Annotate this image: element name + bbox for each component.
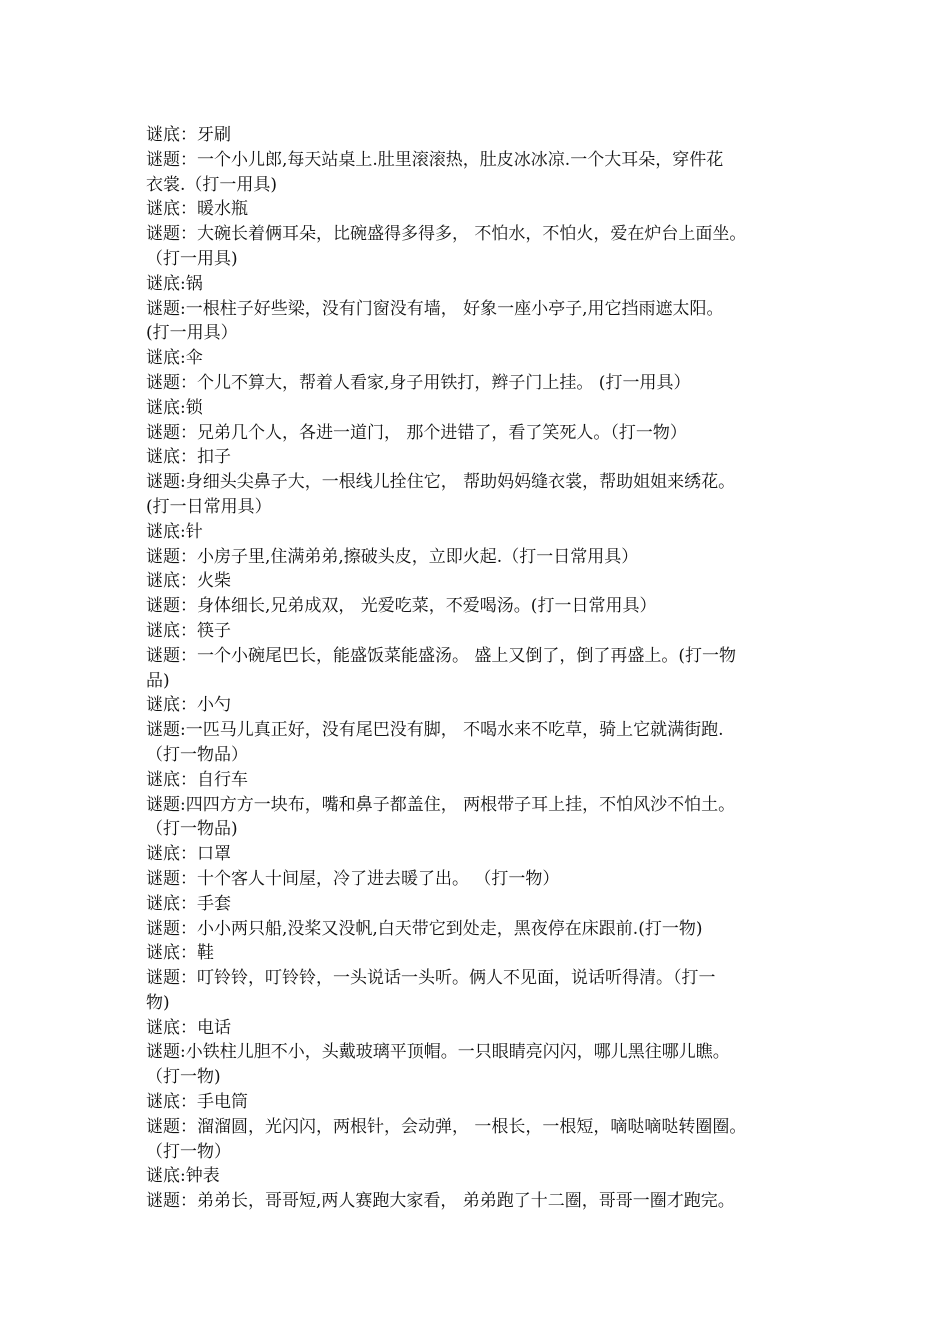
text-line: 谜题：大碗长着俩耳朵，比碗盛得多得多， 不怕水，不怕火，爱在炉台上面坐。 xyxy=(146,224,747,245)
text-line: 谜题:四四方方一块布，嘴和鼻子都盖住， 两根带子耳上挂，不怕风沙不怕土。 xyxy=(146,794,736,815)
text-line: 谜底：手电筒 xyxy=(146,1092,248,1113)
text-line: 衣裳.（打一用具) xyxy=(146,174,278,195)
text-line: 谜底：筷子 xyxy=(146,620,231,641)
text-line: 谜底:伞 xyxy=(146,348,203,369)
text-line: 谜底:钟表 xyxy=(146,1166,220,1187)
text-line: （打一物品) xyxy=(146,819,238,840)
text-line: 谜题：兄弟几个人，各进一道门， 那个进错了，看了笑死人。（打一物） xyxy=(146,422,687,443)
text-line: 谜题：一个小碗尾巴长，能盛饭菜能盛汤。 盛上又倒了，倒了再盛上。(打一物 xyxy=(146,645,737,666)
text-line: （打一物品） xyxy=(146,744,248,765)
text-line: 谜题：身体细长,兄弟成双， 光爱吃菜，不爱喝汤。(打一日常用具） xyxy=(146,596,657,617)
text-line: 谜题：小房子里,住满弟弟,擦破头皮，立即火起.（打一日常用具） xyxy=(146,546,639,567)
text-line: 谜题：叮铃铃，叮铃铃，一头说话一头听。俩人不见面，说话听得清。（打一 xyxy=(146,968,716,989)
text-line: 谜底:锁 xyxy=(146,397,203,418)
text-line: 谜题：十个客人十间屋，冷了进去暖了出。 （打一物） xyxy=(146,868,560,889)
text-line: 谜底：扣子 xyxy=(146,447,231,468)
text-line: 谜底：口罩 xyxy=(146,844,231,865)
text-line: 谜题:一匹马儿真正好，没有尾巴没有脚， 不喝水来不吃草，骑上它就满街跑. xyxy=(146,720,724,741)
text-line: （打一用具) xyxy=(146,248,238,269)
text-line: 谜题:小铁柱儿胆不小，头戴玻璃平顶帽。一只眼睛亮闪闪，哪儿黑往哪儿瞧。 xyxy=(146,1042,730,1063)
text-line: 谜题：一个小儿郎,每天站桌上.肚里滚滚热，肚皮冰冰凉.一个大耳朵，穿件花 xyxy=(146,149,724,170)
text-line: (打一用具） xyxy=(146,323,238,344)
text-line: 谜底：火柴 xyxy=(146,571,231,592)
text-line: 谜底：小勺 xyxy=(146,695,231,716)
text-line: (打一日常用具） xyxy=(146,496,272,517)
text-line: 谜底：电话 xyxy=(146,1017,231,1038)
document-page xyxy=(146,123,810,1214)
text-line: 谜底：手套 xyxy=(146,893,231,914)
text-line: （打一物） xyxy=(146,1141,231,1162)
text-line: 谜题：个儿不算大，帮着人看家,身子用铁打，辫子门上挂。 (打一用具） xyxy=(146,372,691,393)
text-line: 谜底：牙刷 xyxy=(146,125,231,145)
text-line: 谜题:身细头尖鼻子大，一根线儿拴住它， 帮助妈妈缝衣裳，帮助姐姐来绣花。 xyxy=(146,472,736,493)
text-line: 谜题：小小两只船,没桨又没帆,白天带它到处走，黑夜停在床跟前.(打一物) xyxy=(146,918,703,939)
text-line: 谜底：暖水瓶 xyxy=(146,199,248,220)
text-line: 谜题：溜溜圆，光闪闪，两根针，会动弹， 一根长，一根短，嘀哒嘀哒转圈圈。 xyxy=(146,1116,747,1137)
text-line: 品) xyxy=(146,670,170,691)
text-line: 谜底:锅 xyxy=(146,273,203,294)
text-line: 谜题：弟弟长，哥哥短,两人赛跑大家看， 弟弟跑了十二圈，哥哥一圈才跑完。 xyxy=(146,1191,735,1212)
text-line: （打一物) xyxy=(146,1067,221,1088)
text-line: 谜底:针 xyxy=(146,521,203,542)
text-line: 谜底：自行车 xyxy=(146,769,248,790)
text-line: 物) xyxy=(146,992,170,1013)
text-line: 谜底：鞋 xyxy=(146,943,214,964)
text-line: 谜题:一根柱子好些梁，没有门窗没有墙， 好象一座小亭子,用它挡雨遮太阳。 xyxy=(146,298,724,319)
